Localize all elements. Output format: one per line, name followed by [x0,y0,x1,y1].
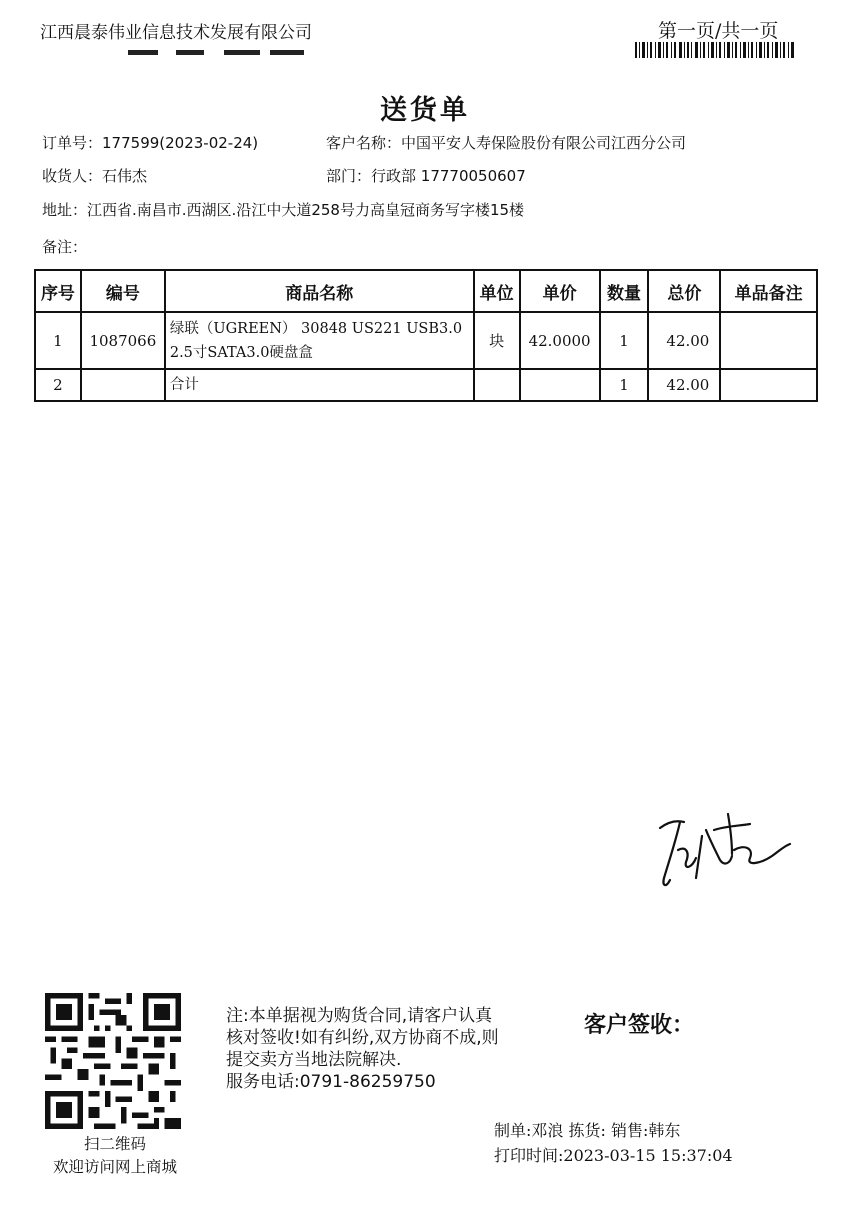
staff-line: 制单:邓浪 拣货: 销售:韩东 [494,1121,681,1140]
cell-price [520,369,600,401]
notice-line: 注:本单据视为购货合同,请客户认真 [226,1006,493,1026]
qr-caption-1: 扫二维码 [83,1135,146,1153]
department-value: 行政部 17770050607 [371,167,526,185]
customer-value: 中国平安人寿保险股份有限公司江西分公司 [401,134,687,152]
handwritten-signature [650,800,795,900]
cell-total: 42.00 [648,369,720,401]
cell-note [720,369,817,401]
barcode-icon [635,42,795,58]
table-header-row [35,270,817,312]
table-row [35,312,817,369]
column-header: 商品名称 [165,270,474,312]
items-table [34,269,818,402]
receiver-value: 石伟杰 [102,167,148,185]
cell-seq: 1 [35,312,81,369]
cell-code: 1087066 [81,312,165,369]
order-number-field [42,132,258,153]
cell-code [81,369,165,401]
barcode-icon [128,48,308,56]
notice-line: 提交卖方当地法院解决. [226,1050,402,1070]
remark-field [42,236,87,257]
cell-note [720,312,817,369]
order-number-value: 177599(2023-02-24) [102,134,259,152]
print-time: 打印时间:2023-03-15 15:37:04 [494,1146,733,1165]
cell-qty: 1 [600,312,649,369]
customer-sign-label: 客户签收： [584,1013,695,1038]
cell-unit: 块 [474,312,520,369]
table-row [35,369,817,401]
cell-qty: 1 [600,369,649,401]
cell-unit [474,369,520,401]
cell-price: 42.0000 [520,312,600,369]
column-header: 单品备注 [720,270,817,312]
column-header: 编号 [81,270,165,312]
notice-line: 服务电话:0791-86259750 [226,1072,436,1092]
address-value: 江西省.南昌市.西湖区.沿江中大道258号力高皇冠商务写字楼15楼 [87,201,525,219]
cell-total: 42.00 [648,312,720,369]
column-header: 总价 [648,270,720,312]
document-title: 送货单 [380,95,470,126]
customer-label: 客户名称： [326,134,402,152]
remark-label: 备注： [42,238,88,256]
column-header: 单价 [520,270,600,312]
address-field [42,199,524,220]
company-name: 江西晨泰伟业信息技术发展有限公司 [40,23,312,43]
cell-product-name [165,312,474,369]
department-field [326,165,526,186]
cell-seq: 2 [35,369,81,401]
page-indicator: 第一页/共一页 [658,20,779,42]
address-label: 地址： [42,201,88,219]
product-name-line1: 绿联（UGREEN） 30848 US221 USB3.0 [169,320,463,337]
department-label: 部门： [326,167,372,185]
customer-field [326,132,686,153]
cell-product-name: 合计 [165,369,474,401]
order-number-label: 订单号： [42,134,103,152]
qr-caption-2: 欢迎访问网上商城 [52,1158,177,1176]
product-name-line2: 2.5寸SATA3.0硬盘盒 [169,344,313,361]
qr-code-icon [45,993,181,1129]
receiver-label: 收货人： [42,167,103,185]
notice-text [226,1005,526,1093]
column-header: 单位 [474,270,520,312]
receiver-field [42,165,147,186]
notice-line: 核对签收!如有纠纷,双方协商不成,则 [226,1028,499,1048]
column-header: 数量 [600,270,649,312]
column-header: 序号 [35,270,81,312]
